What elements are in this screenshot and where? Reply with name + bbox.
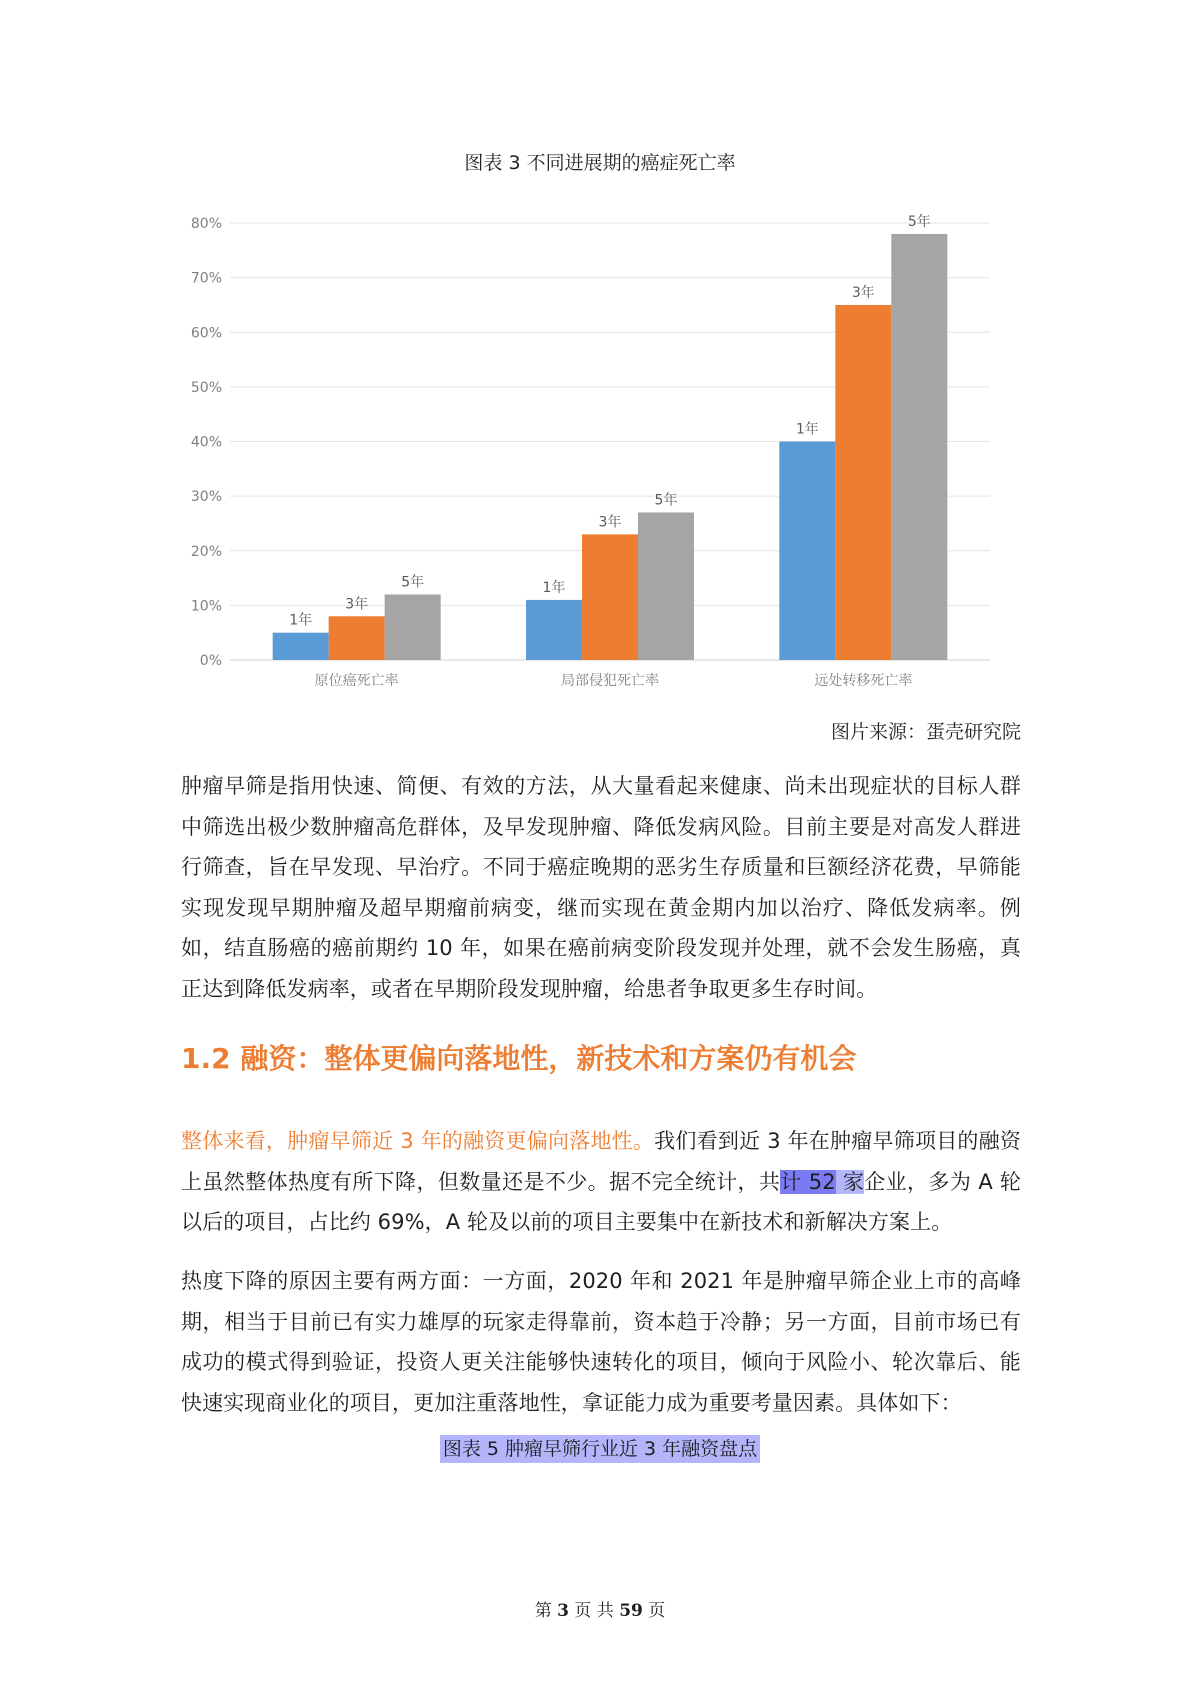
category-label: 原位癌死亡率 <box>314 673 399 689</box>
y-tick-label: 10% <box>190 598 222 615</box>
selected-text[interactable]: 计 52 <box>780 1169 836 1194</box>
y-tick-label: 60% <box>190 325 222 342</box>
figure-5-caption-row <box>0 1434 1200 1461</box>
y-tick-label: 40% <box>190 434 222 451</box>
text-segment: 我们看到近 3 年在肿瘤早筛项目的融资上虽然整体热度有所下降，但数量还是不少。据不完全统计，共 <box>181 1129 1021 1194</box>
figure-3-source: 图片来源：蛋壳研究院 <box>830 721 1021 743</box>
data-label: 1年 <box>542 579 566 596</box>
y-tick-label: 0% <box>199 653 222 669</box>
section-heading-financing: 1.2 融资：整体更偏向落地性，新技术和方案仍有机会 <box>181 1042 857 1075</box>
page-suffix: 页 <box>648 1601 666 1621</box>
y-tick-label: 70% <box>190 270 222 287</box>
mortality-bar-chart <box>180 205 1000 690</box>
paragraph-decline-reasons: 热度下降的原因主要有两方面：一方面，2020 年和 2021 年是肿瘤早筛企业上市的高峰期，相当于目前已有实力雄厚的玩家走得靠前，资本趋于冷静；另一方面，目前市场已有成功的模式得到验证，投资人更关注能够快速转化的项目，倾向于风险小、轮次靠后、能快速实现商业化的项目，更加注重落地性，拿证能力成为重要考量因素。具体如下： <box>181 1269 1021 1415</box>
data-label: 3年 <box>598 514 622 531</box>
data-label: 5年 <box>907 213 931 230</box>
bar <box>526 600 582 660</box>
data-label: 3年 <box>345 596 369 613</box>
paragraph-financing-overview <box>181 1121 1021 1243</box>
bar <box>385 594 441 660</box>
figure-3-caption: 图表 3 不同进展期的癌症死亡率 <box>464 152 736 174</box>
bar <box>638 513 694 660</box>
data-label: 3年 <box>851 284 875 301</box>
current-page: 3 <box>557 1601 569 1621</box>
data-label: 5年 <box>401 574 425 591</box>
total-pages: 59 <box>619 1601 643 1621</box>
data-label: 1年 <box>795 421 819 438</box>
bar <box>835 305 891 660</box>
highlighted-summary: 整体来看，肿瘤早筛近 3 年的融资更偏向落地性。 <box>181 1129 655 1153</box>
bar <box>273 633 329 660</box>
page-prefix: 第 <box>534 1601 552 1621</box>
data-label: 5年 <box>654 492 678 509</box>
y-tick-label: 50% <box>190 379 222 396</box>
selected-text[interactable]: 家 <box>835 1169 865 1194</box>
y-tick-label: 80% <box>190 216 222 232</box>
data-label: 1年 <box>289 612 313 629</box>
y-tick-label: 20% <box>190 543 222 560</box>
y-tick-label: 30% <box>190 489 222 506</box>
bar <box>329 616 385 660</box>
figure-5-caption[interactable]: 图表 5 肿瘤早筛行业近 3 年融资盘点 <box>440 1435 760 1463</box>
category-label: 远处转移死亡率 <box>814 673 913 689</box>
page-middle: 页 共 <box>574 1601 614 1621</box>
page-number <box>0 1596 1200 1621</box>
bar <box>779 442 835 661</box>
bar <box>891 234 947 660</box>
text-segment: 企业，多为 A 轮以后的项目，占比约 69%，A 轮及以前的项目主要集中在新技术和新解决方案上。 <box>181 1169 1021 1234</box>
category-label: 局部侵犯死亡率 <box>561 673 659 689</box>
paragraph-screening-definition: 肿瘤早筛是指用快速、简便、有效的方法，从大量看起来健康、尚未出现症状的目标人群中筛选出极少数肿瘤高危群体，及早发现肿瘤、降低发病风险。目前主要是对高发人群进行筛查，旨在早发现、早治疗。不同于癌症晚期的恶劣生存质量和巨额经济花费，早筛能实现发现早期肿瘤及超早期瘤前病变，继而实现在黄金期内加以治疗、降低发病率。例如，结直肠癌的癌前期约 10 年，如果在癌前病变阶段发现并处理，就不会发生肠癌，真正达到降低发病率，或者在早期阶段发现肿瘤，给患者争取更多生存时间。 <box>181 774 1021 1001</box>
bar <box>582 534 638 660</box>
